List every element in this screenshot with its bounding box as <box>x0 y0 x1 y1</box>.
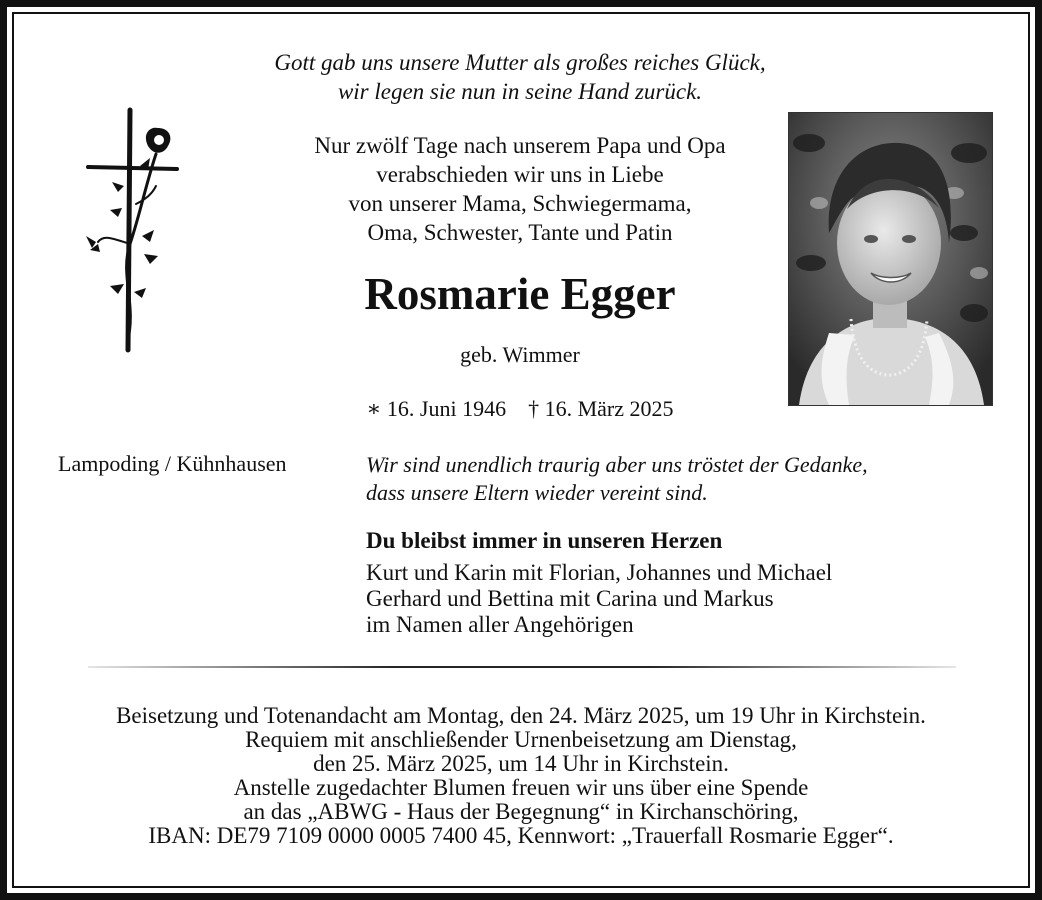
place-of-residence: Lampoding / Kühnhausen <box>58 451 287 476</box>
intro-line: Nur zwölf Tage nach unserem Papa und Opa <box>314 133 726 158</box>
quote-line: Wir sind unendlich traurig aber uns tröstet der Gedanke, <box>366 452 868 477</box>
death-symbol-icon: † <box>528 396 540 421</box>
death-date: 16. März 2025 <box>544 396 674 421</box>
life-dates <box>250 396 790 422</box>
quote-line: dass unsere Eltern wieder vereint sind. <box>366 480 708 505</box>
funeral-line: den 25. März 2025, um 14 Uhr in Kirchstein. <box>313 751 729 776</box>
consolation-quote <box>366 451 1006 507</box>
funeral-line: Requiem mit anschließender Urnenbeisetzung am Dienstag, <box>245 727 797 752</box>
mourner-line: Kurt und Karin mit Florian, Johannes und Michael <box>366 560 833 585</box>
motto-line: wir legen sie nun in seine Hand zurück. <box>337 79 703 104</box>
mourner-line: Gerhard und Bettina mit Carina und Markus <box>366 586 774 611</box>
funeral-line: IBAN: DE79 7109 0000 0005 7400 45, Kennwort: „Trauerfall Rosmarie Egger“. <box>148 823 894 848</box>
funeral-line: an das „ABWG - Haus der Begegnung“ in Kirchanschöring, <box>243 799 799 824</box>
motto-line: Gott gab uns unsere Mutter als großes reiches Glück, <box>274 50 766 75</box>
cross-with-rose-icon <box>84 104 184 354</box>
portrait-photo <box>788 112 993 406</box>
funeral-line: Beisetzung und Totenandacht am Montag, den 24. März 2025, um 19 Uhr in Kirchstein. <box>116 703 926 728</box>
mourners-list <box>366 560 832 638</box>
heart-line: Du bleibst immer in unseren Herzen <box>366 528 723 553</box>
funeral-line: Anstelle zugedachter Blumen freuen wir uns über eine Spende <box>233 775 809 800</box>
intro-line: Oma, Schwester, Tante und Patin <box>367 220 673 245</box>
maiden-name: geb. Wimmer <box>460 342 580 367</box>
intro-line: von unserer Mama, Schwiegermama, <box>348 191 692 216</box>
birth-date: 16. Juni 1946 <box>386 396 507 421</box>
motto <box>150 48 890 106</box>
birth-symbol-icon: ∗ <box>366 396 382 421</box>
mourner-line: im Namen aller Angehörigen <box>366 612 634 637</box>
intro-line: verabschieden wir uns in Liebe <box>376 162 664 187</box>
divider <box>88 666 956 668</box>
deceased-name: Rosmarie Egger <box>364 269 676 319</box>
intro-text <box>250 131 790 247</box>
portrait-image <box>789 113 992 405</box>
funeral-details <box>30 704 1012 848</box>
